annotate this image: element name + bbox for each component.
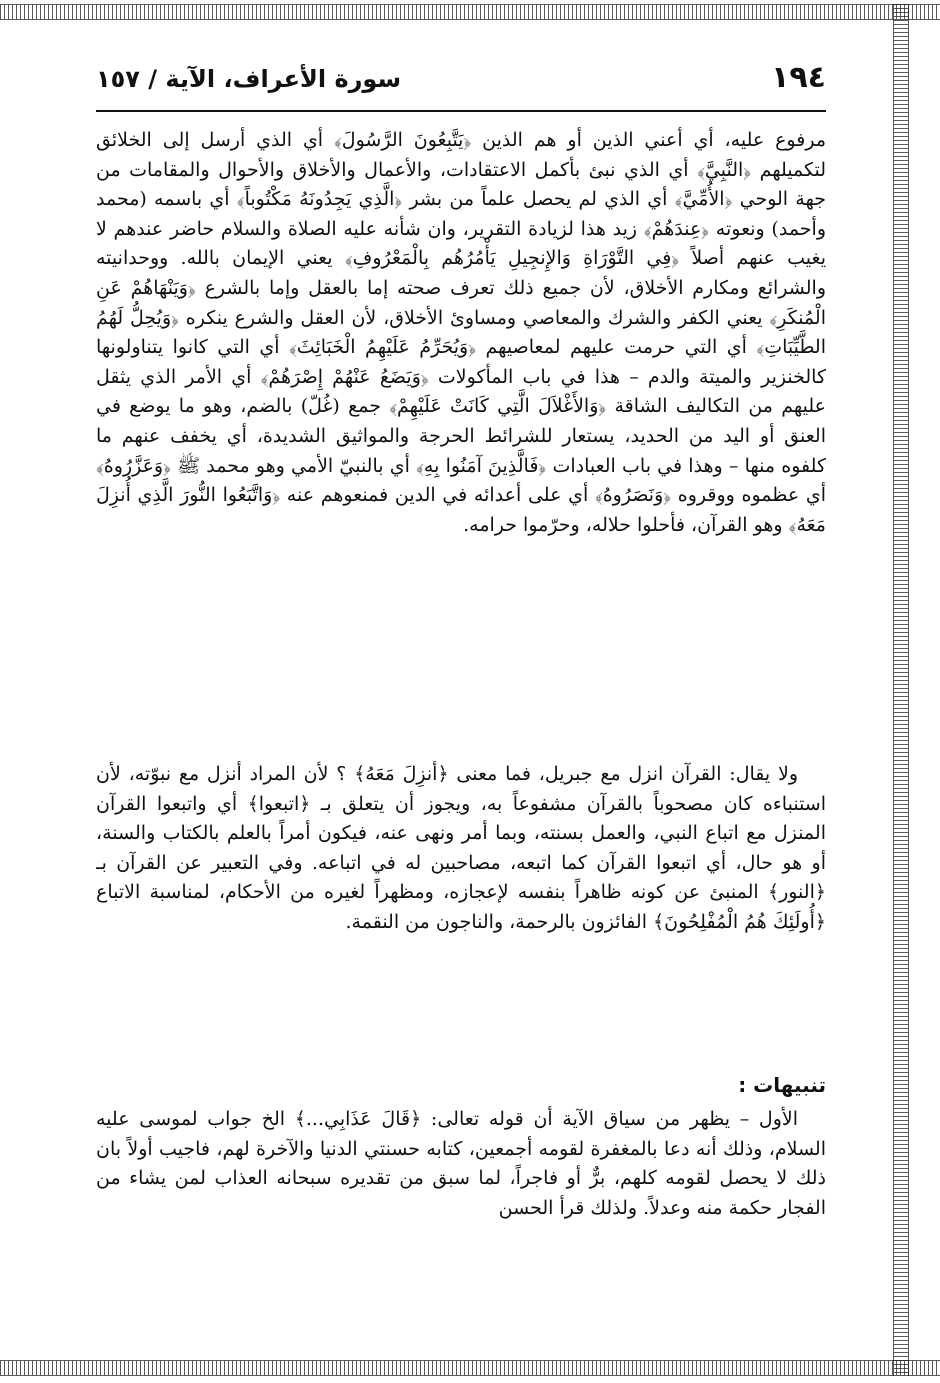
paragraph-note-1: الأول – يظهر من سياق الآية أن قوله تعالى: ﴿قَالَ عَذَابِي...﴾ الخ جواب لموسى عليه السلام، وذلك أنه دعا بالمغفرة لقومه أجمعين، كتابه حسنتي الدنيا والآخرة لهم، فاجيب أولاً بان ذلك لا يحصل لقومه كلهم، برٌّ أو فاجراً، لما سبق من تقديره سبحانه العذاب لمن يشاء من الفجار حكمة منه وعدلاً. ولذلك قرأ الحسن bbox=[96, 1108, 826, 1219]
running-title: سورة الأعراف، الآية / ١٥٧ bbox=[96, 65, 402, 93]
book-page bbox=[96, 60, 826, 1265]
page-header bbox=[96, 60, 826, 112]
page-border-top bbox=[0, 4, 940, 20]
section-heading-notes: تنبيهات : bbox=[738, 1073, 826, 1097]
page-border-bottom bbox=[0, 1360, 940, 1376]
page-body bbox=[96, 126, 826, 1265]
page-number: ١٩٤ bbox=[771, 60, 826, 95]
paragraph-commentary-2: ولا يقال: القرآن انزل مع جبريل، فما معنى ﴿أُنزِلَ مَعَهُ﴾ ؟ لأن المراد أنزل مع نبوّته، لأن استنباءه كان مصحوباً بالقرآن مشفوعاً به، ويجوز أن يتعلق بـ ﴿اتبعوا﴾ أي واتبعوا القرآن المنزل مع اتباع النبي، والعمل بسنته، وبما أمر ونهى عنه، فيكون أمراً بالعلم بالكتاب والسنة، أو هو حال، أي اتبعوا القرآن كما اتبعه، مصاحبين له في اتباعه. وفي التعبير عن القرآن بـ ﴿النور﴾ المنبئ عن كونه ظاهراً بنفسه لإعجازه، ومظهراً لغيره من الأحكام، لمناسبة الاتباع ﴿أُولَئِكَ هُمُ الْمُفْلِحُونَ﴾ الفائزون بالرحمة، والناجون من النقمة. bbox=[96, 763, 826, 933]
paragraph-commentary-1: مرفوع عليه، أي أعني الذين أو هم الذين ﴿يَتَّبِعُونَ الرَّسُولَ﴾ أي الذي أرسل إلى الخلائق لتكميلهم ﴿النَّبِيَّ﴾ أي الذي نبئ بأكمل الاعتقادات، والأعمال والأخلاق والأحوال والمقامات من جهة الوحي ﴿الأُمِّيَّ﴾ أي الذي لم يحصل علماً من بشر ﴿الَّذِي يَجِدُونَهُ مَكْتُوباً﴾ أي باسمه (محمد وأحمد) ونعوته ﴿عِندَهُمْ﴾ زيد هذا لزيادة التقرير، وان شأنه عليه الصلاة والسلام حاضر عندهم لا يغيب عنهم أصلاً ﴿فِي التَّوْرَاةِ وَالإِنجِيلِ يَأْمُرُهُم بِالْمَعْرُوفِ﴾ يعني الإيمان بالله. ووحدانيته والشرائع ومكارم الأخلاق، لأن جميع ذلك تعرف صحته إما بالعقل وإما بالشرع ﴿وَيَنْهَاهُمْ عَنِ الْمُنكَرِ﴾ يعني الكفر والشرك والمعاصي ومساوئ الأخلاق، لأن العقل والشرع ينكره ﴿وَيُحِلُّ لَهُمُ الطَّيِّبَاتِ﴾ أي التي حرمت عليهم لمعاصيهم ﴿وَيُحَرِّمُ عَلَيْهِمُ الْخَبَائِثَ﴾ أي التي كانوا يتناولونها كالخنزير والميتة والدم – هذا في باب المأكولات ﴿وَيَضَعُ عَنْهُمْ إِصْرَهُمْ﴾ أي الأمر الذي يثقل عليهم من التكاليف الشاقة ﴿وَالأَغْلاَلَ الَّتِي كَانَتْ عَلَيْهِمْ﴾ جمع (غُلّ) بالضم، وهو ما يوضع في العنق أو اليد من الحديد، يستعار للشرائط الحرجة والمواثيق الشديدة، أي يخفف عنهم ما كلفوه منها – وهذا في باب العبادات ﴿فَالَّذِينَ آمَنُوا بِهِ﴾ أي بالنبيّ الأمي وهو محمد ﷺ ﴿وَعَزَّرُوهُ﴾ أي عظموه ووقروه ﴿وَنَصَرُوهُ﴾ أي على أعدائه في الدين فمنعوهم عنه ﴿وَاتَّبَعُوا النُّورَ الَّذِي أُنزِلَ مَعَهُ﴾ وهو القرآن، فأحلوا حلاله، وحرّموا حرامه. bbox=[96, 129, 826, 536]
page-border-right bbox=[893, 4, 909, 1376]
